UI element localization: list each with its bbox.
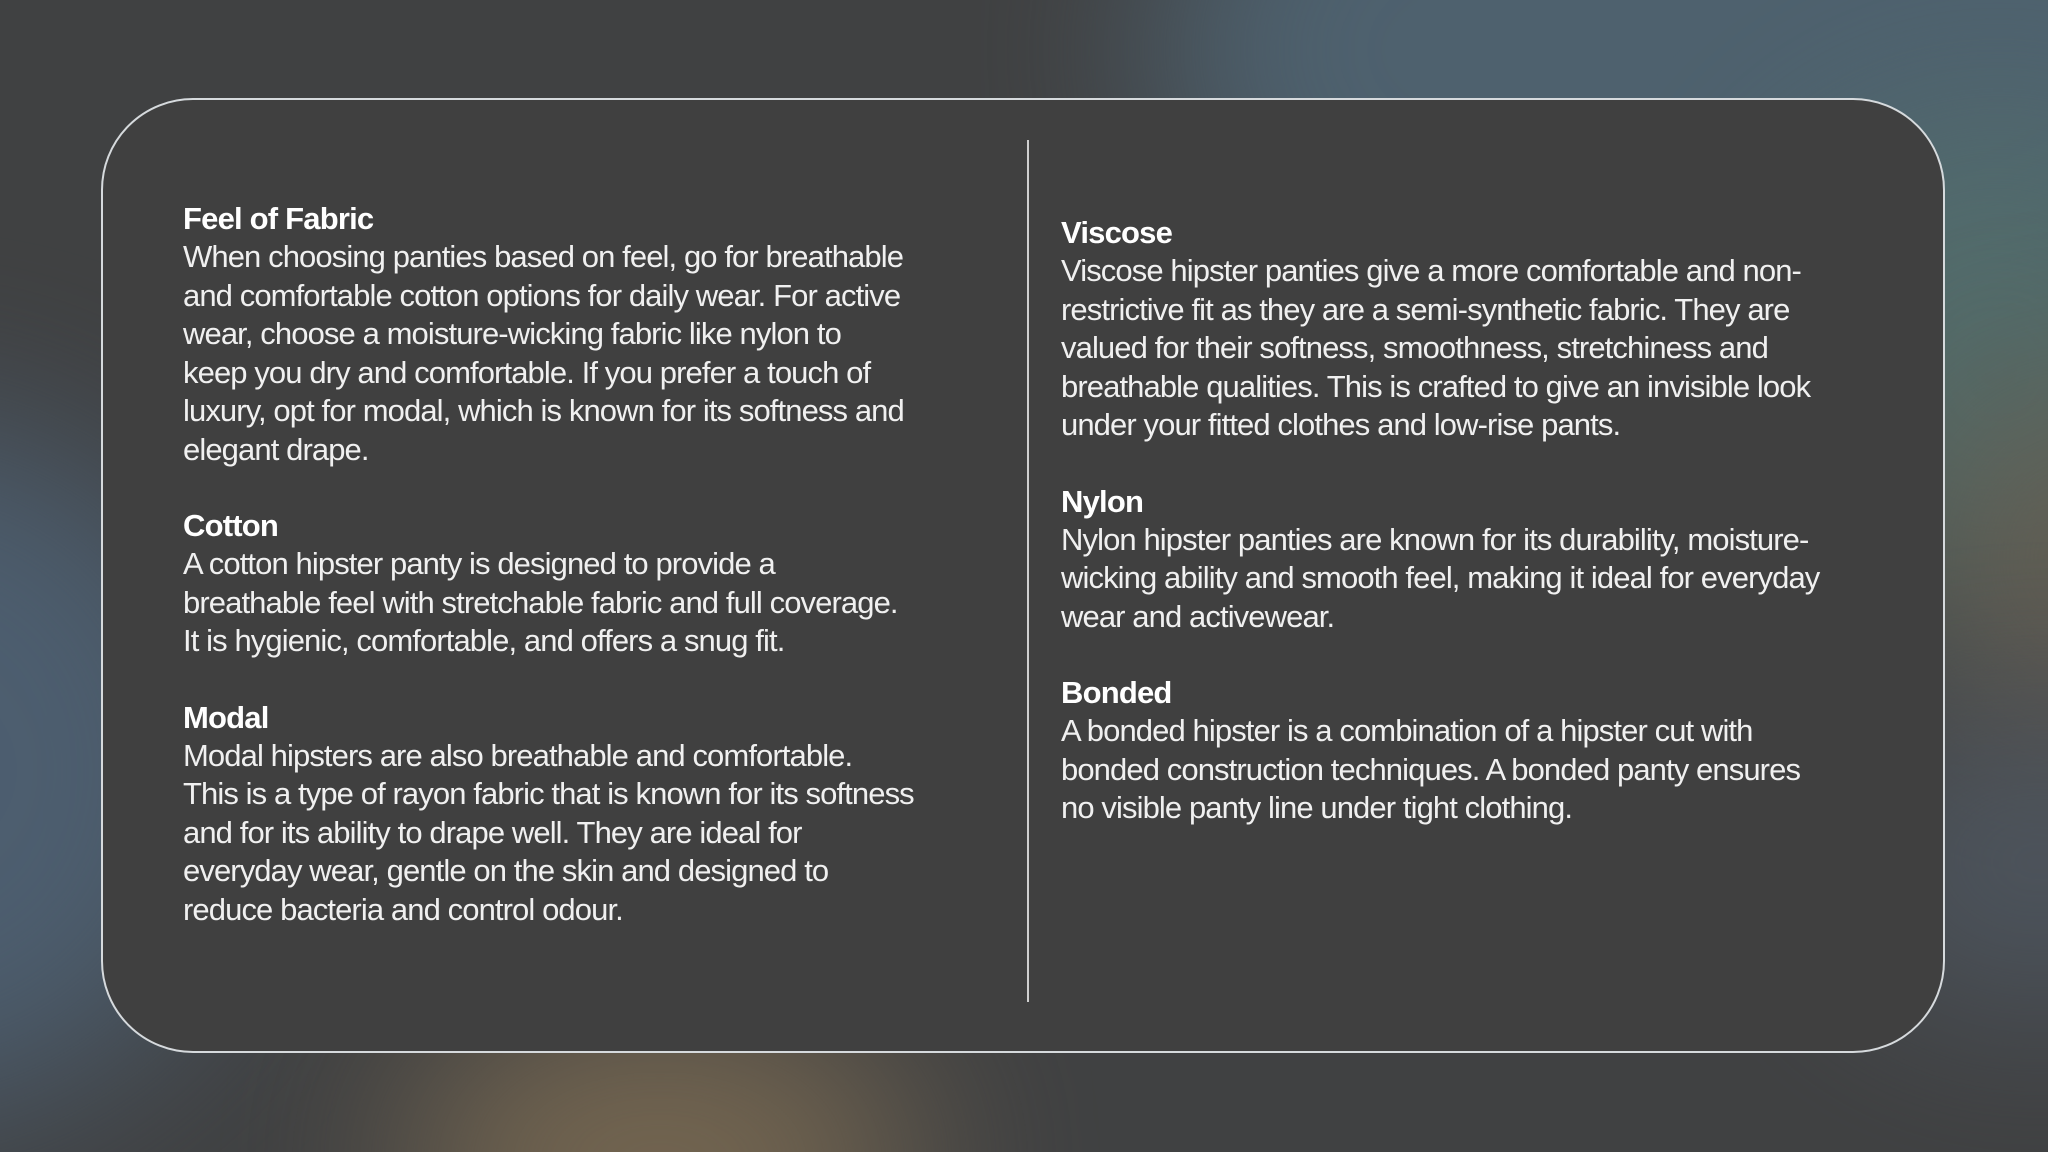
fabric-info-card <box>101 98 1945 1053</box>
section-heading: Cotton <box>183 508 279 543</box>
section-heading: Bonded <box>1061 675 1172 710</box>
section-body: Nylon hipster panties are known for its durability, moisture- wicking ability and smooth feel, making it ideal for everyday wear and activewear. <box>1061 521 1820 634</box>
left-column <box>183 100 983 967</box>
section-heading: Feel of Fabric <box>183 201 374 236</box>
section-body: When choosing panties based on feel, go for breathable and comfortable cotton options for daily wear. For active wear, choose a moisture-wicking fabric like nylon to keep you dry and comfortable. If you prefer a touch of luxury, opt for modal, which is known for its softness and elegant drape. <box>183 239 904 467</box>
section-bonded <box>1061 674 1921 828</box>
section-body: Modal hipsters are also breathable and comfortable. This is a type of rayon fabric that is known for its softness and for its ability to drape well. They are ideal for everyday wear, gentle on the skin and designed to reduce bacteria and control odour. <box>183 737 914 927</box>
section-body: Viscose hipster panties give a more comfortable and non- restrictive fit as they are a semi-synthetic fabric. They are valued for their softness, smoothness, stretchiness and breathable qualities. This is crafted to give an invisible look under your fitted clothes and low-rise pants. <box>1061 253 1811 442</box>
column-divider <box>1027 140 1029 1002</box>
section-feel-of-fabric <box>183 200 983 469</box>
section-modal <box>183 699 983 930</box>
section-heading: Modal <box>183 699 269 735</box>
section-body: A cotton hipster panty is designed to provide a breathable feel with stretchable fabric and full coverage. It is hygienic, comfortable, and offers a snug fit. <box>183 546 898 658</box>
section-heading: Viscose <box>1061 215 1173 250</box>
section-viscose <box>1061 214 1921 445</box>
section-nylon <box>1061 483 1921 637</box>
section-cotton <box>183 507 983 661</box>
right-column <box>1061 100 1921 866</box>
section-heading: Nylon <box>1061 483 1144 519</box>
section-body: A bonded hipster is a combination of a hipster cut with bonded construction techniques. A bonded panty ensures no visible panty line under tight clothing. <box>1061 713 1801 825</box>
